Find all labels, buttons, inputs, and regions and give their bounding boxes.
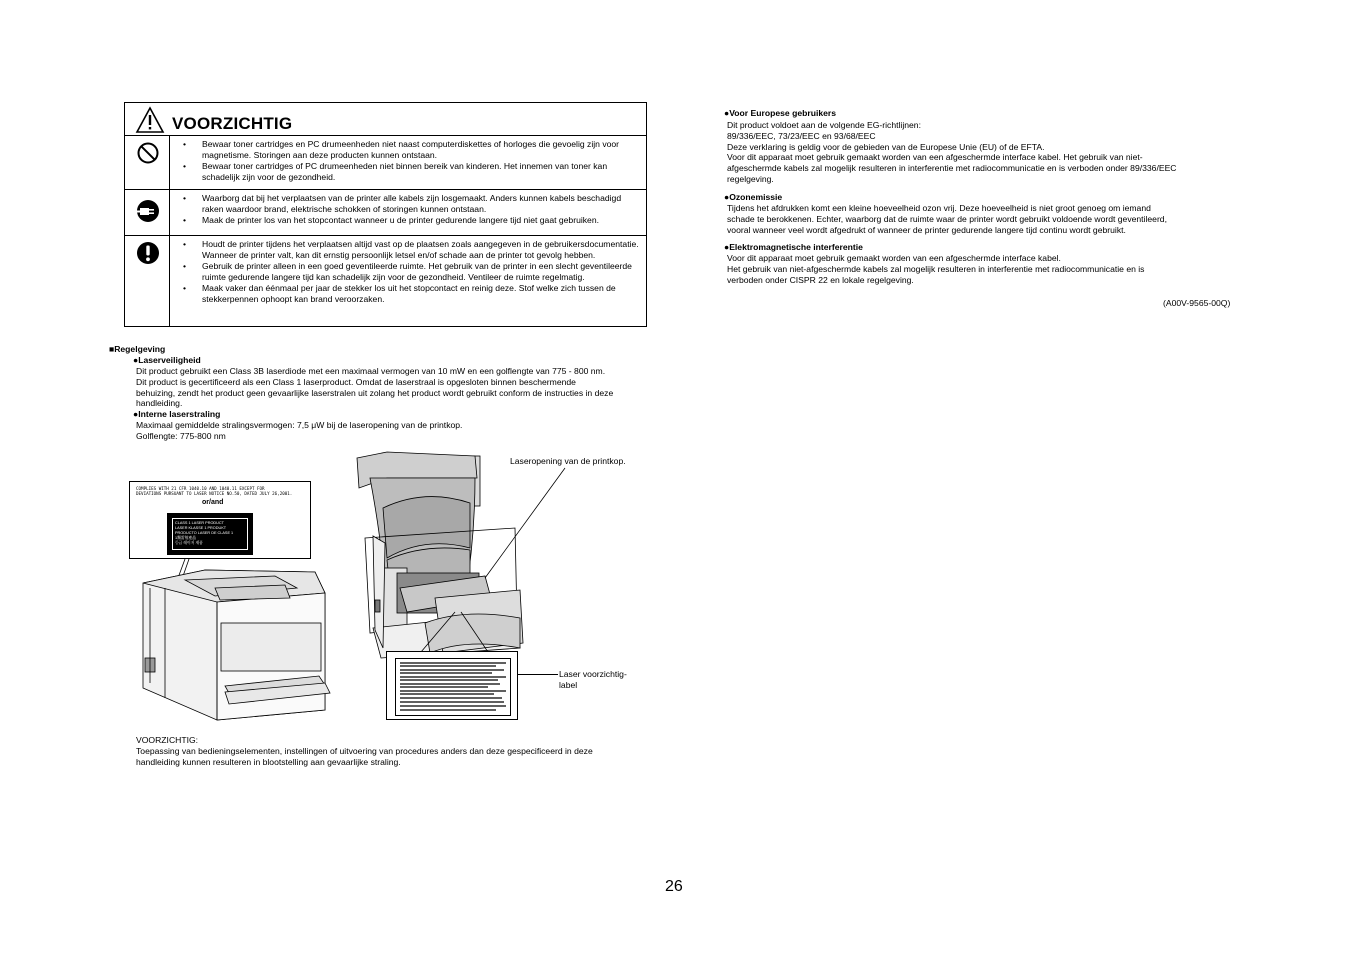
- caution-list: [183, 193, 640, 227]
- document-code: (A00V-9565-00Q): [1163, 298, 1231, 308]
- caution-box: [124, 102, 647, 327]
- subheading-elektromagnetische-interferentie: ●Elektromagnetische interferentie: [724, 242, 863, 252]
- caution-list: [183, 239, 640, 306]
- laser-paragraph: Dit product gebruikt een Class 3B laserdiode met een maximaal vermogen van 10 mW en een golflengte van 775 - 800 nm. Dit product is gecertificeerd als een Class 1 laserproduct. Omdat de laserstraal is opgesloten binnen beschermende behuizing, zendt het product geen gevaarlijke laserstralen uit zolang het product wordt gebruikt conform de instructies in deze handleiding.: [136, 366, 614, 409]
- warning-triangle-icon: [135, 106, 165, 134]
- class1-label: CLASS 1 LASER PRODUCT LASER KLASSE 1 PRODUKT PRODUCTO LASER DE CLASE 1 1類雷射產品 등급 레이저 제품: [167, 513, 253, 555]
- callout-warning-label: Laser voorzichtig- label: [559, 669, 627, 690]
- prohibited-icon: [136, 141, 160, 165]
- callout-leader: [518, 674, 558, 675]
- footer-caution-title: VOORZICHTIG:: [136, 735, 199, 745]
- subheading-interne-laserstraling: ●Interne laserstraling: [133, 409, 221, 419]
- caution-row-cables: [125, 190, 646, 236]
- caution-item: • Houdt de printer tijdens het verplaatsen altijd vast op de plaatsen zoals aangegeven in de gebruikersdocumentatie. Wanneer de printer valt, kan dit ernstig persoonlijk letsel en/of schade aan de printer tot gevolg hebben.: [183, 239, 640, 260]
- caution-row-storage: [125, 136, 646, 190]
- callout-laser-aperture: Laseropening van de printkop.: [510, 456, 626, 466]
- caution-list: [183, 139, 640, 183]
- page-number: 26: [665, 878, 683, 895]
- caution-item: • Waarborg dat bij het verplaatsen van de printer alle kabels zijn losgemaakt. Anders kunnen kabels beschadigd raken waardoor brand, elektrische schokken of storingen kunnen ontstaan.: [183, 193, 640, 214]
- caution-header: [125, 103, 646, 136]
- caution-item: • Bewaar toner cartridges of PC drumeenheden niet binnen bereik van kinderen. Het innemen van toner kan schadelijk zijn voor de gezondheid.: [183, 161, 640, 182]
- laser-warning-label: [386, 651, 518, 720]
- subheading-laserveiligheid: ●Laserveiligheid: [133, 355, 201, 365]
- caution-item: • Maak de printer los van het stopcontact wanneer u de printer gedurende langere tijd niet gaat gebruiken.: [183, 215, 640, 226]
- ozone-paragraph: Tijdens het afdrukken komt een kleine hoeveelheid ozon vrij. Deze hoeveelheid is niet groot genoeg om iemand schade te berokkenen. Echter, waarborg dat de ruimte waar de printer wordt gebruikt voldoende wordt geventileerd, vooral wanneer veel wordt afgedrukt of wanneer de printer gedurende langere tijd continu wordt gebruikt.: [727, 203, 1167, 235]
- emi-paragraph: Voor dit apparaat moet gebruik gemaakt worden van een afgeschermde interface kabel. Het gebruik van niet-afgeschermde kabels zal mogelijk resulteren in interferentie met radiocommunicatie en is verboden onder CISPR 22 en lokale regelgeving.: [727, 253, 1145, 285]
- subheading-ozonemissie: ●Ozonemissie: [724, 192, 783, 202]
- caution-item: • Maak vaker dan éénmaal per jaar de stekker los uit het stopcontact en reinig deze. Stof welke zich tussen de stekkerpennen ophoopt kan brand veroorzaken.: [183, 283, 640, 304]
- section-heading-regelgeving: ■Regelgeving: [109, 344, 166, 354]
- caution-item: • Gebruik de printer alleen in een goed geventileerde ruimte. Het gebruik van de printer in een slecht geventileerde ruimte gedurende langere tijd kan schadelijk zijn voor de gezondheid. Ventileer de ruimte regelmatig.: [183, 261, 640, 282]
- eu-paragraph: Dit product voldoet aan de volgende EG-richtlijnen: 89/336/EEC, 73/23/EEC en 93/68/EEC Deze verklaring is geldig voor de gebieden van de Europese Unie (EU) of de EFTA. Voor dit apparaat moet gebruik gemaakt worden van een afgeschermde interface kabel. Het gebruik van niet- afgeschermde kabels zal mogelijk resulteren in interferentie met radiocommunicatie en is verboden onder 89/336/EEC regelgeving.: [727, 120, 1177, 184]
- subheading-europese-gebruikers: ●Voor Europese gebruikers: [724, 108, 837, 118]
- internal-paragraph: Maximaal gemiddelde stralingsvermogen: 7,5 μW bij de laseropening van de printkop. Golflengte: 775-800 nm: [136, 420, 463, 441]
- caution-row-handling: [125, 236, 646, 327]
- caution-item: • Bewaar toner cartridges en PC drumeenheden niet naast computerdiskettes of horloges die gevoelig zijn voor magnetisme. Storingen aan deze producten kunnen ontstaan.: [183, 139, 640, 160]
- exclamation-icon: [136, 241, 160, 265]
- unplug-icon: [136, 199, 160, 229]
- caution-title: VOORZICHTIG: [172, 114, 293, 133]
- footer-caution-text: Toepassing van bedieningselementen, instellingen of uitvoering van procedures anders dan deze gespecificeerd in deze handleiding kunnen resulteren in blootstelling aan gevaarlijke straling.: [136, 746, 593, 767]
- compliance-label: COMPLIES WITH 21 CFR 1040.10 AND 1040.11 EXCEPT FOR DEVIATIONS PURSUANT TO LASER NOTICE NO.50, DATED JULY 26,2001. or/and CLASS 1 LASER PRODUCT LASER KLASSE 1 PRODUKT PRODUCTO LASER DE CLASE 1 1類雷射產品 등급 레이저 제품: [129, 481, 311, 559]
